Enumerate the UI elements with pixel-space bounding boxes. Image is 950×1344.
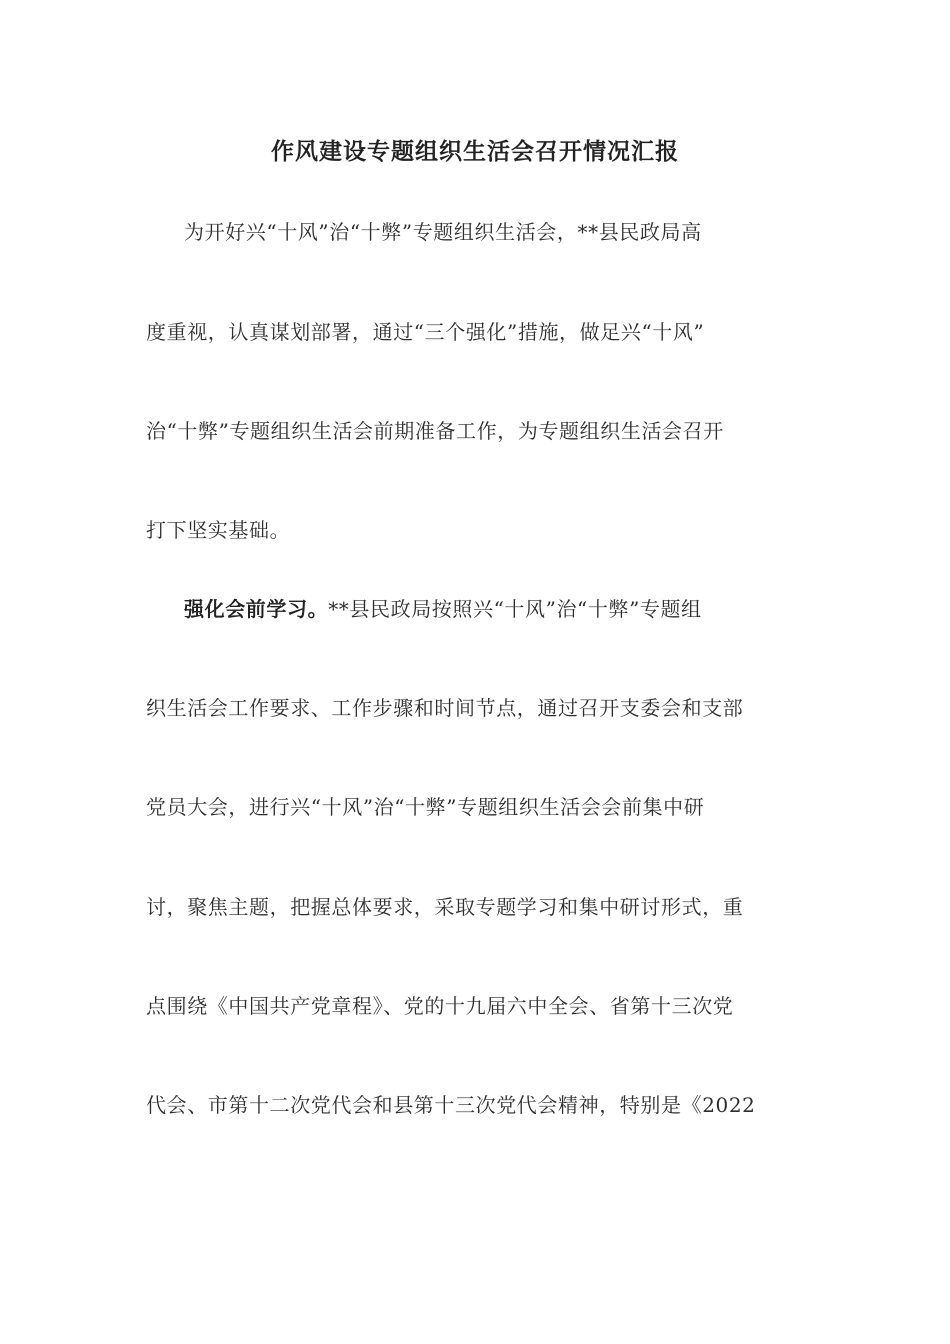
- paragraph-1-line-3: 治“十弊”专题组织生活会前期准备工作，为专题组织生活会召开: [146, 419, 724, 443]
- paragraph-2-line-2: 织生活会工作要求、工作步骤和时间节点，通过召开支委会和支部: [146, 696, 744, 720]
- paragraph-2-line-5: 点围绕《中国共产党章程》、党的十九届六中全会、省第十三次党: [146, 994, 734, 1018]
- paragraph-2-line-1: [184, 594, 796, 624]
- paragraph-2-line-1-text: **县民政局按照兴“十风”治“十弊”专题组: [328, 597, 702, 621]
- paragraph-2-heading: 强化会前学习。: [184, 597, 329, 621]
- paragraph-1-line-1: 为开好兴“十风”治“十弊”专题组织生活会，**县民政局高: [184, 220, 702, 244]
- paragraph-1-line-4: 打下坚实基础。: [146, 518, 291, 542]
- paragraph-2-line-4: 讨，聚焦主题，把握总体要求，采取专题学习和集中研讨形式，重: [146, 895, 744, 919]
- paragraph-2-line-6: 代会、市第十二次党代会和县第十三次党代会精神，特别是《2022: [146, 1093, 756, 1117]
- paragraph-1-line-2: 度重视，认真谋划部署，通过“三个强化”措施，做足兴“十风”: [146, 320, 705, 344]
- document-title: 作风建设专题组织生活会召开情况汇报: [271, 139, 679, 165]
- paragraph-2-line-3: 党员大会，进行兴“十风”治“十弊”专题组织生活会会前集中研: [146, 795, 705, 819]
